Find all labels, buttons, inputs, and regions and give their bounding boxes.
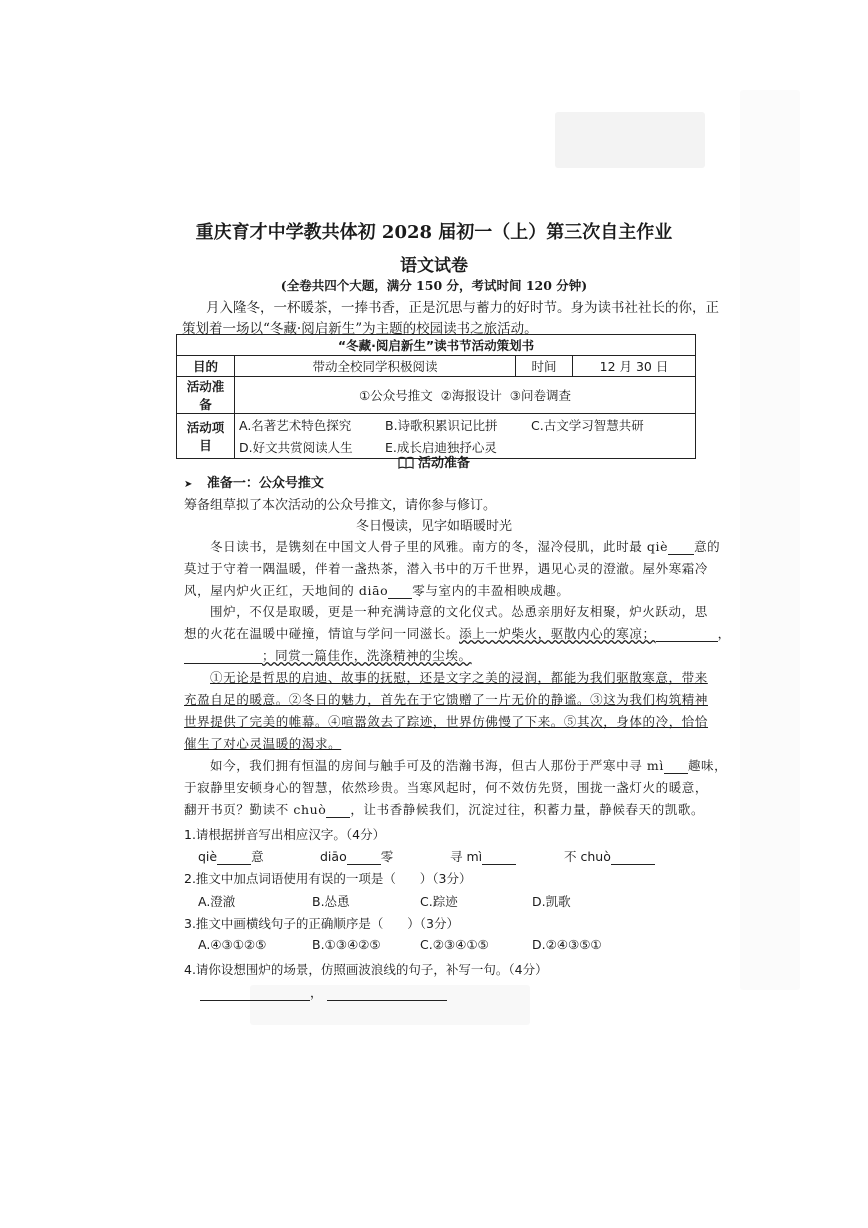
pinyin-text: 寻 mì	[450, 849, 483, 864]
article-text: 翻开书页？勤读不 chuò	[184, 802, 327, 817]
purpose-value: 带动全校同学积极阅读	[235, 356, 516, 377]
time-label: 时间	[516, 356, 573, 377]
q4-answer	[200, 983, 447, 1001]
article-line	[210, 537, 720, 555]
pinyin-text: 不 chuò	[564, 849, 611, 864]
answer-blank[interactable]	[327, 986, 447, 1001]
q3-option[interactable]: C.②③④①⑤	[420, 937, 489, 952]
q1-item-mi	[450, 847, 516, 865]
question-2: 2.推文中加点词语使用有误的一项是（ ）（3分）	[184, 871, 472, 886]
article-text: 意的	[694, 539, 721, 554]
time-value: 12 月 30 日	[573, 356, 696, 377]
underlined-sentence: 催生了对心灵温暖的渴求。	[184, 736, 342, 751]
underlined-sentence: 世界提供了完美的帷幕。④喧嚣敛去了踪迹，世界仿佛慢了下来。⑤其次，身体的冷，恰恰	[184, 714, 709, 729]
article-text: ，让书香静候我们，沉淀过往，积蓄力量，静候春天的凯歌。	[350, 802, 705, 817]
activity-item: E.成长启迪独抒心灵	[385, 440, 497, 455]
article-text: 冬日读书，是镌刻在中国文人骨子里的风雅。南方的冬，湿冷侵肌，此时最 qiè	[210, 539, 669, 554]
intro-line-1: 月入隆冬，一杯暖茶，一捧书香，正是沉思与蓄力的好时节。身为读书社社长的你，正	[206, 300, 719, 316]
article-line: 莫过于守着一隅温暖，伴着一盏热茶，潜入书中的万千世界，遇见心灵的澄澈。屋外寒霜冷	[184, 561, 709, 576]
article-line	[184, 624, 731, 642]
activity-item: A.名著艺术特色探究	[239, 418, 352, 433]
activity-item: C.古文学习智慧共研	[531, 418, 644, 433]
activity-item: D.好文共赏阅读人生	[239, 440, 353, 455]
q4-separator: ，	[310, 985, 323, 1000]
scan-smudge	[555, 112, 705, 168]
section-heading	[0, 452, 868, 471]
exam-note: (全卷共四个大题，满分 150 分，考试时间 120 分钟)	[280, 278, 588, 293]
question-3: 3.推文中画横线句子的正确顺序是（ ）（3分）	[184, 916, 459, 931]
prep-label: 活动准备	[177, 377, 235, 414]
plan-table-title: “冬藏·阅启新生”读书节活动策划书	[177, 335, 696, 356]
q3-option[interactable]: A.④③①②⑤	[198, 937, 267, 952]
answer-blank[interactable]	[611, 850, 655, 865]
answer-blank[interactable]	[656, 627, 718, 642]
pinyin-text: qiè	[198, 849, 218, 864]
article-text: 趣味，	[687, 758, 728, 773]
article-title: 冬日慢读，见字如晤暖时光	[355, 519, 512, 534]
article-line	[184, 646, 472, 664]
pinyin-text: 意	[251, 849, 264, 864]
wavy-sentence: ；同赏一篇佳作，洗涤精神的尘埃。	[262, 648, 472, 663]
q1-item-qie	[198, 847, 264, 865]
prep1-title: 准备一：公众号推文	[206, 476, 324, 491]
article-text: 风，屋内炉火正红，天地间的 diāo	[184, 583, 389, 598]
underlined-sentence: 充盈自足的暖意。②冬日的魅力，首先在于它馈赠了一片无价的静谧。③这为我们构筑精神	[184, 692, 709, 707]
exam-subtitle: 语文试卷	[400, 256, 468, 276]
q2-option[interactable]: B.怂恿	[312, 894, 350, 909]
underlined-sentence: ①无论是哲思的启迪、故事的抚慰，还是文字之美的浸润，都能为我们驱散寒意，带来	[210, 670, 708, 685]
article-text: 想的火花在温暖中碰撞，情谊与学问一同滋长。	[184, 626, 460, 641]
purpose-label: 目的	[177, 356, 235, 377]
q2-option[interactable]: D.凯歌	[532, 894, 571, 909]
answer-blank[interactable]	[664, 759, 688, 774]
q1-item-diao	[320, 847, 393, 865]
question-1: 1.请根据拼音写出相应汉字。（4分）	[184, 827, 386, 842]
article-line: 围炉，不仅是取暖，更是一种充满诗意的文化仪式。怂恿亲朋好友相聚，炉火跃动，思	[210, 604, 708, 619]
article-text: ，	[717, 626, 731, 641]
answer-blank[interactable]	[184, 649, 262, 664]
q3-option[interactable]: B.①③④②⑤	[312, 937, 381, 952]
q1-item-chuo	[564, 847, 655, 865]
items-label: 活动项目	[177, 414, 235, 459]
prep-value: ①公众号推文 ②海报设计 ③问卷调查	[235, 377, 696, 414]
article-text: 零与室内的丰盈相映成趣。	[412, 583, 570, 598]
answer-blank[interactable]	[482, 850, 516, 865]
activity-item: B.诗歌积累识记比拼	[385, 418, 498, 433]
intro-line-2: 策划着一场以“冬藏·阅启新生”为主题的校园读书之旅活动。	[182, 321, 538, 337]
plan-table	[176, 334, 696, 459]
answer-blank[interactable]	[347, 850, 381, 865]
answer-blank[interactable]	[668, 540, 694, 555]
article-line	[184, 581, 569, 599]
article-text: 如今，我们拥有恒温的房间与触手可及的浩瀚书海，但古人那份于严寒中寻 mì	[210, 758, 664, 773]
prep1-desc: 筹备组草拟了本次活动的公众号推文，请你参与修订。	[184, 498, 497, 513]
prep1-heading	[184, 472, 324, 491]
arrow-icon: ➤	[184, 479, 193, 490]
answer-blank[interactable]	[217, 850, 251, 865]
article-line	[184, 800, 704, 818]
answer-blank[interactable]	[388, 584, 412, 599]
q3-option[interactable]: D.②④③⑤①	[532, 937, 602, 952]
q2-option[interactable]: C.踪迹	[420, 894, 458, 909]
pinyin-text: diāo	[320, 849, 347, 864]
book-icon	[398, 456, 414, 469]
article-line: 于寂静里安顿身心的智慧，依然珍贵。当寒风起时，何不效仿先贤，围拢一盏灯火的暖意，	[184, 780, 709, 795]
answer-blank[interactable]	[200, 986, 310, 1001]
answer-blank[interactable]	[326, 803, 350, 818]
pinyin-text: 零	[380, 849, 394, 864]
section-heading-text: 活动准备	[417, 456, 470, 471]
exam-title: 重庆育才中学教共体初 2028 届初一（上）第三次自主作业	[195, 222, 673, 243]
wavy-sentence: 添上一炉柴火，驱散内心的寒凉；	[459, 626, 656, 641]
q2-option[interactable]: A.澄澈	[198, 894, 236, 909]
article-line	[210, 756, 727, 774]
question-4: 4.请你设想围炉的场景，仿照画波浪线的句子，补写一句。（4分）	[184, 962, 548, 977]
